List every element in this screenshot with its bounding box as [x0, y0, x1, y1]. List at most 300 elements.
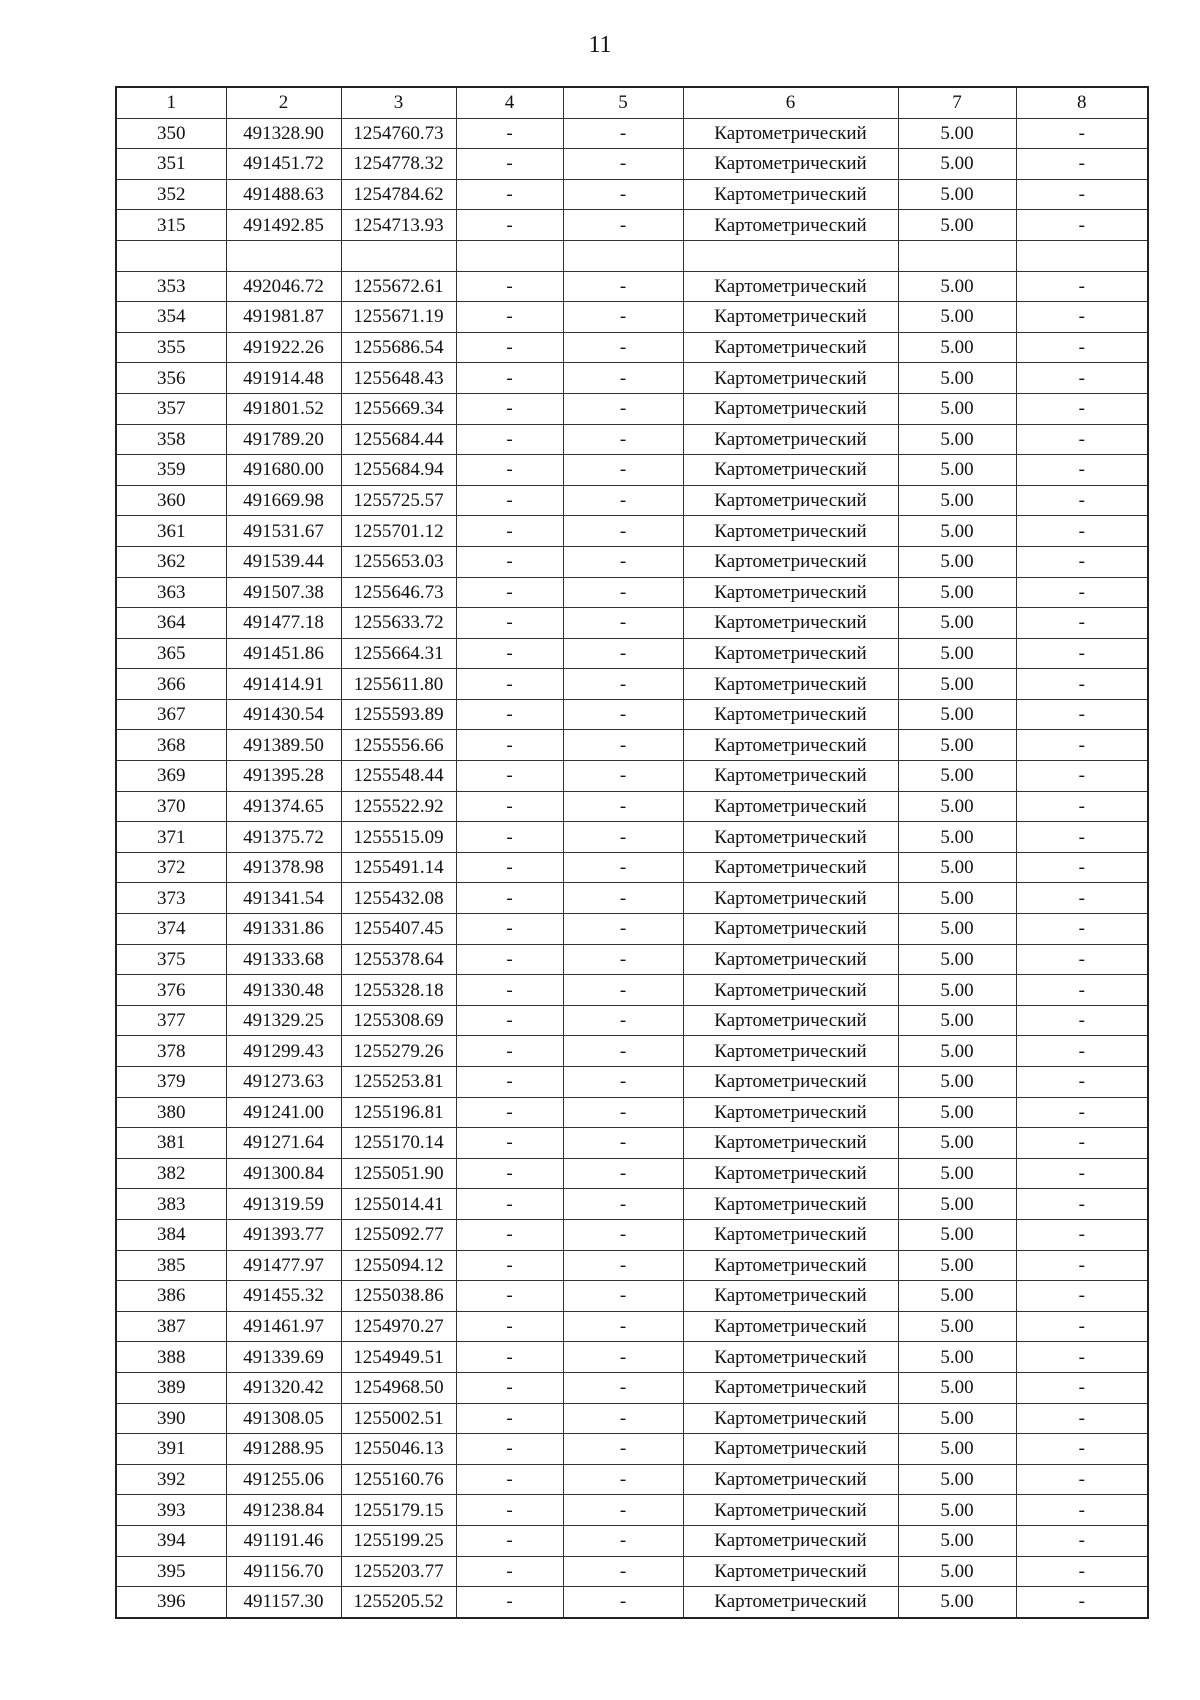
accuracy-cell: 5.00 — [898, 883, 1016, 914]
column-header: 1 — [116, 87, 226, 118]
column-header: 7 — [898, 87, 1016, 118]
column-5-cell: - — [563, 1189, 683, 1220]
x-coordinate-cell: 491191.46 — [226, 1525, 341, 1556]
column-8-cell: - — [1016, 1219, 1148, 1250]
column-8-cell: - — [1016, 485, 1148, 516]
accuracy-cell: 5.00 — [898, 118, 1016, 149]
column-4-cell: - — [456, 149, 563, 180]
accuracy-cell: 5.00 — [898, 1036, 1016, 1067]
accuracy-cell: 5.00 — [898, 1403, 1016, 1434]
accuracy-cell: 5.00 — [898, 577, 1016, 608]
method-cell: Картометрический — [683, 1036, 898, 1067]
x-coordinate-cell: 491393.77 — [226, 1219, 341, 1250]
y-coordinate-cell: 1255653.03 — [341, 546, 456, 577]
column-8-cell: - — [1016, 944, 1148, 975]
accuracy-cell: 5.00 — [898, 546, 1016, 577]
column-8-cell: - — [1016, 1372, 1148, 1403]
x-coordinate-cell: 491320.42 — [226, 1372, 341, 1403]
method-cell: Картометрический — [683, 455, 898, 486]
y-coordinate-cell: 1255094.12 — [341, 1250, 456, 1281]
accuracy-cell: 5.00 — [898, 485, 1016, 516]
method-cell: Картометрический — [683, 1556, 898, 1587]
method-cell: Картометрический — [683, 1005, 898, 1036]
x-coordinate-cell: 491539.44 — [226, 546, 341, 577]
x-coordinate-cell: 491299.43 — [226, 1036, 341, 1067]
x-coordinate-cell: 491461.97 — [226, 1311, 341, 1342]
column-4-cell: - — [456, 1342, 563, 1373]
x-coordinate-cell: 491308.05 — [226, 1403, 341, 1434]
column-4-cell: - — [456, 302, 563, 333]
accuracy-cell: 5.00 — [898, 1189, 1016, 1220]
point-number-cell: 351 — [116, 149, 226, 180]
accuracy-cell: 5.00 — [898, 1342, 1016, 1373]
point-number-cell: 379 — [116, 1067, 226, 1098]
column-4-cell: - — [456, 944, 563, 975]
x-coordinate-cell: 491981.87 — [226, 302, 341, 333]
accuracy-cell: 5.00 — [898, 1311, 1016, 1342]
x-coordinate-cell: 492046.72 — [226, 271, 341, 302]
method-cell — [683, 240, 898, 271]
y-coordinate-cell: 1255522.92 — [341, 791, 456, 822]
accuracy-cell: 5.00 — [898, 608, 1016, 639]
column-header: 6 — [683, 87, 898, 118]
y-coordinate-cell: 1255593.89 — [341, 699, 456, 730]
column-8-cell: - — [1016, 669, 1148, 700]
table-row — [116, 1403, 1148, 1434]
table-row — [116, 1250, 1148, 1281]
x-coordinate-cell: 491451.86 — [226, 638, 341, 669]
y-coordinate-cell: 1255038.86 — [341, 1281, 456, 1312]
method-cell: Картометрический — [683, 669, 898, 700]
accuracy-cell: 5.00 — [898, 975, 1016, 1006]
y-coordinate-cell: 1254970.27 — [341, 1311, 456, 1342]
point-number-cell: 361 — [116, 516, 226, 547]
method-cell: Картометрический — [683, 179, 898, 210]
accuracy-cell: 5.00 — [898, 669, 1016, 700]
column-4-cell: - — [456, 822, 563, 853]
column-4-cell: - — [456, 393, 563, 424]
point-number-cell: 367 — [116, 699, 226, 730]
x-coordinate-cell: 491378.98 — [226, 852, 341, 883]
method-cell: Картометрический — [683, 118, 898, 149]
accuracy-cell: 5.00 — [898, 179, 1016, 210]
column-5-cell: - — [563, 699, 683, 730]
method-cell: Картометрический — [683, 1495, 898, 1526]
column-8-cell: - — [1016, 975, 1148, 1006]
column-5-cell: - — [563, 271, 683, 302]
method-cell: Картометрический — [683, 1281, 898, 1312]
point-number-cell: 350 — [116, 118, 226, 149]
method-cell: Картометрический — [683, 1342, 898, 1373]
column-8-cell: - — [1016, 1434, 1148, 1465]
accuracy-cell: 5.00 — [898, 822, 1016, 853]
accuracy-cell: 5.00 — [898, 302, 1016, 333]
table-body — [116, 118, 1148, 1618]
table-row — [116, 210, 1148, 241]
x-coordinate-cell: 491331.86 — [226, 914, 341, 945]
y-coordinate-cell: 1255160.76 — [341, 1464, 456, 1495]
method-cell: Картометрический — [683, 1587, 898, 1618]
accuracy-cell: 5.00 — [898, 1556, 1016, 1587]
column-4-cell: - — [456, 1219, 563, 1250]
table-row — [116, 761, 1148, 792]
y-coordinate-cell: 1254778.32 — [341, 149, 456, 180]
table-header-row — [116, 87, 1148, 118]
column-5-cell: - — [563, 393, 683, 424]
y-coordinate-cell: 1255014.41 — [341, 1189, 456, 1220]
column-5-cell: - — [563, 730, 683, 761]
column-8-cell: - — [1016, 393, 1148, 424]
accuracy-cell: 5.00 — [898, 1097, 1016, 1128]
column-8-cell: - — [1016, 1342, 1148, 1373]
accuracy-cell: 5.00 — [898, 1495, 1016, 1526]
column-4-cell: - — [456, 1128, 563, 1159]
column-4-cell: - — [456, 669, 563, 700]
column-8-cell: - — [1016, 1158, 1148, 1189]
x-coordinate-cell: 491801.52 — [226, 393, 341, 424]
accuracy-cell: 5.00 — [898, 914, 1016, 945]
x-coordinate-cell: 491680.00 — [226, 455, 341, 486]
point-number-cell: 381 — [116, 1128, 226, 1159]
point-number-cell: 366 — [116, 669, 226, 700]
accuracy-cell: 5.00 — [898, 424, 1016, 455]
column-8-cell: - — [1016, 424, 1148, 455]
column-5-cell: - — [563, 1281, 683, 1312]
table-row — [116, 424, 1148, 455]
accuracy-cell: 5.00 — [898, 638, 1016, 669]
point-number-cell: 393 — [116, 1495, 226, 1526]
point-number-cell: 358 — [116, 424, 226, 455]
x-coordinate-cell: 491414.91 — [226, 669, 341, 700]
column-4-cell: - — [456, 1250, 563, 1281]
column-8-cell: - — [1016, 1556, 1148, 1587]
x-coordinate-cell: 491339.69 — [226, 1342, 341, 1373]
table-row — [116, 944, 1148, 975]
column-8-cell: - — [1016, 1067, 1148, 1098]
method-cell: Картометрический — [683, 485, 898, 516]
column-4-cell: - — [456, 699, 563, 730]
column-8-cell: - — [1016, 1005, 1148, 1036]
x-coordinate-cell: 491922.26 — [226, 332, 341, 363]
x-coordinate-cell: 491488.63 — [226, 179, 341, 210]
column-8-cell: - — [1016, 1250, 1148, 1281]
method-cell: Картометрический — [683, 822, 898, 853]
y-coordinate-cell: 1255633.72 — [341, 608, 456, 639]
table-row — [116, 1311, 1148, 1342]
point-number-cell: 363 — [116, 577, 226, 608]
column-4-cell: - — [456, 424, 563, 455]
y-coordinate-cell: 1254949.51 — [341, 1342, 456, 1373]
column-8-cell: - — [1016, 577, 1148, 608]
accuracy-cell: 5.00 — [898, 730, 1016, 761]
accuracy-cell: 5.00 — [898, 393, 1016, 424]
accuracy-cell: 5.00 — [898, 1219, 1016, 1250]
column-4-cell: - — [456, 118, 563, 149]
column-8-cell: - — [1016, 608, 1148, 639]
y-coordinate-cell: 1255686.54 — [341, 332, 456, 363]
method-cell: Картометрический — [683, 1403, 898, 1434]
column-5-cell: - — [563, 1158, 683, 1189]
method-cell: Картометрический — [683, 1372, 898, 1403]
table-row — [116, 179, 1148, 210]
method-cell: Картометрический — [683, 944, 898, 975]
column-5-cell: - — [563, 1219, 683, 1250]
column-4-cell: - — [456, 516, 563, 547]
point-number-cell: 370 — [116, 791, 226, 822]
method-cell: Картометрический — [683, 1128, 898, 1159]
y-coordinate-cell: 1255051.90 — [341, 1158, 456, 1189]
point-number-cell: 354 — [116, 302, 226, 333]
accuracy-cell: 5.00 — [898, 1587, 1016, 1618]
point-number-cell: 357 — [116, 393, 226, 424]
column-5-cell: - — [563, 302, 683, 333]
column-5-cell: - — [563, 1464, 683, 1495]
method-cell: Картометрический — [683, 302, 898, 333]
column-5-cell: - — [563, 1342, 683, 1373]
table-row — [116, 1464, 1148, 1495]
column-5-cell: - — [563, 1556, 683, 1587]
column-8-cell: - — [1016, 1403, 1148, 1434]
method-cell: Картометрический — [683, 149, 898, 180]
method-cell: Картометрический — [683, 761, 898, 792]
method-cell: Картометрический — [683, 332, 898, 363]
accuracy-cell: 5.00 — [898, 455, 1016, 486]
x-coordinate-cell: 491492.85 — [226, 210, 341, 241]
accuracy-cell: 5.00 — [898, 1525, 1016, 1556]
x-coordinate-cell: 491329.25 — [226, 1005, 341, 1036]
column-header: 5 — [563, 87, 683, 118]
column-8-cell: - — [1016, 271, 1148, 302]
column-4-cell: - — [456, 179, 563, 210]
table-row — [116, 1495, 1148, 1526]
x-coordinate-cell: 491241.00 — [226, 1097, 341, 1128]
column-4-cell: - — [456, 332, 563, 363]
y-coordinate-cell: 1255407.45 — [341, 914, 456, 945]
column-8-cell: - — [1016, 118, 1148, 149]
y-coordinate-cell: 1255196.81 — [341, 1097, 456, 1128]
table-row — [116, 822, 1148, 853]
column-5-cell: - — [563, 149, 683, 180]
accuracy-cell: 5.00 — [898, 149, 1016, 180]
column-4-cell: - — [456, 730, 563, 761]
column-4-cell: - — [456, 577, 563, 608]
column-8-cell: - — [1016, 822, 1148, 853]
method-cell: Картометрический — [683, 1219, 898, 1250]
y-coordinate-cell: 1255170.14 — [341, 1128, 456, 1159]
point-number-cell: 352 — [116, 179, 226, 210]
column-4-cell: - — [456, 210, 563, 241]
table-row — [116, 1434, 1148, 1465]
accuracy-cell: 5.00 — [898, 1372, 1016, 1403]
method-cell: Картометрический — [683, 914, 898, 945]
column-4-cell: - — [456, 883, 563, 914]
x-coordinate-cell: 491238.84 — [226, 1495, 341, 1526]
table-row — [116, 302, 1148, 333]
table-row — [116, 485, 1148, 516]
point-number-cell: 392 — [116, 1464, 226, 1495]
column-5-cell — [563, 240, 683, 271]
y-coordinate-cell: 1255092.77 — [341, 1219, 456, 1250]
column-5-cell: - — [563, 1372, 683, 1403]
y-coordinate-cell: 1255611.80 — [341, 669, 456, 700]
accuracy-cell: 5.00 — [898, 791, 1016, 822]
column-5-cell: - — [563, 1495, 683, 1526]
column-4-cell: - — [456, 1158, 563, 1189]
column-5-cell: - — [563, 424, 683, 455]
point-number-cell: 375 — [116, 944, 226, 975]
point-number-cell: 362 — [116, 546, 226, 577]
page-number: 11 — [588, 32, 612, 58]
x-coordinate-cell: 491531.67 — [226, 516, 341, 547]
column-8-cell: - — [1016, 302, 1148, 333]
table-row — [116, 638, 1148, 669]
x-coordinate-cell: 491395.28 — [226, 761, 341, 792]
y-coordinate-cell: 1255203.77 — [341, 1556, 456, 1587]
table-row — [116, 516, 1148, 547]
column-5-cell: - — [563, 669, 683, 700]
column-5-cell: - — [563, 1525, 683, 1556]
point-number-cell: 390 — [116, 1403, 226, 1434]
y-coordinate-cell: 1254968.50 — [341, 1372, 456, 1403]
column-4-cell: - — [456, 1311, 563, 1342]
y-coordinate-cell: 1254784.62 — [341, 179, 456, 210]
y-coordinate-cell: 1255253.81 — [341, 1067, 456, 1098]
table-row — [116, 240, 1148, 271]
column-5-cell: - — [563, 1036, 683, 1067]
column-4-cell: - — [456, 852, 563, 883]
x-coordinate-cell: 491914.48 — [226, 363, 341, 394]
y-coordinate-cell: 1255279.26 — [341, 1036, 456, 1067]
point-number-cell: 391 — [116, 1434, 226, 1465]
column-4-cell: - — [456, 638, 563, 669]
column-4-cell: - — [456, 791, 563, 822]
column-8-cell: - — [1016, 363, 1148, 394]
method-cell: Картометрический — [683, 1189, 898, 1220]
accuracy-cell: 5.00 — [898, 1281, 1016, 1312]
table-row — [116, 1281, 1148, 1312]
y-coordinate-cell: 1255648.43 — [341, 363, 456, 394]
column-8-cell: - — [1016, 332, 1148, 363]
point-number-cell: 376 — [116, 975, 226, 1006]
point-number-cell: 377 — [116, 1005, 226, 1036]
x-coordinate-cell: 491288.95 — [226, 1434, 341, 1465]
column-4-cell: - — [456, 271, 563, 302]
coordinates-table — [115, 86, 1149, 1619]
column-header: 3 — [341, 87, 456, 118]
column-8-cell: - — [1016, 179, 1148, 210]
accuracy-cell: 5.00 — [898, 1128, 1016, 1159]
column-8-cell: - — [1016, 852, 1148, 883]
point-number-cell: 382 — [116, 1158, 226, 1189]
y-coordinate-cell: 1255308.69 — [341, 1005, 456, 1036]
method-cell: Картометрический — [683, 210, 898, 241]
x-coordinate-cell: 491157.30 — [226, 1587, 341, 1618]
x-coordinate-cell: 491375.72 — [226, 822, 341, 853]
column-5-cell: - — [563, 516, 683, 547]
column-4-cell: - — [456, 1067, 563, 1098]
column-8-cell: - — [1016, 1281, 1148, 1312]
column-5-cell: - — [563, 1067, 683, 1098]
column-4-cell: - — [456, 1372, 563, 1403]
table-row — [116, 1005, 1148, 1036]
column-5-cell: - — [563, 1587, 683, 1618]
column-8-cell: - — [1016, 149, 1148, 180]
accuracy-cell — [898, 240, 1016, 271]
column-4-cell: - — [456, 1097, 563, 1128]
column-8-cell: - — [1016, 1189, 1148, 1220]
method-cell: Картометрический — [683, 1250, 898, 1281]
column-5-cell: - — [563, 1128, 683, 1159]
x-coordinate-cell: 491389.50 — [226, 730, 341, 761]
column-5-cell: - — [563, 577, 683, 608]
column-8-cell: - — [1016, 1587, 1148, 1618]
column-5-cell: - — [563, 118, 683, 149]
y-coordinate-cell: 1255046.13 — [341, 1434, 456, 1465]
table-row — [116, 1525, 1148, 1556]
column-5-cell: - — [563, 546, 683, 577]
table-row — [116, 118, 1148, 149]
method-cell: Картометрический — [683, 1464, 898, 1495]
x-coordinate-cell: 491451.72 — [226, 149, 341, 180]
column-5-cell: - — [563, 1403, 683, 1434]
column-8-cell: - — [1016, 455, 1148, 486]
column-5-cell: - — [563, 1250, 683, 1281]
accuracy-cell: 5.00 — [898, 1250, 1016, 1281]
y-coordinate-cell: 1255664.31 — [341, 638, 456, 669]
column-4-cell: - — [456, 1525, 563, 1556]
point-number-cell: 374 — [116, 914, 226, 945]
column-4-cell: - — [456, 1005, 563, 1036]
method-cell: Картометрический — [683, 577, 898, 608]
method-cell: Картометрический — [683, 363, 898, 394]
column-4-cell: - — [456, 1556, 563, 1587]
point-number-cell: 356 — [116, 363, 226, 394]
point-number-cell: 373 — [116, 883, 226, 914]
point-number-cell: 380 — [116, 1097, 226, 1128]
point-number-cell: 369 — [116, 761, 226, 792]
y-coordinate-cell: 1255179.15 — [341, 1495, 456, 1526]
table-row — [116, 1189, 1148, 1220]
method-cell: Картометрический — [683, 883, 898, 914]
column-5-cell: - — [563, 638, 683, 669]
x-coordinate-cell: 491319.59 — [226, 1189, 341, 1220]
table-row — [116, 669, 1148, 700]
column-4-cell: - — [456, 1403, 563, 1434]
table-row — [116, 975, 1148, 1006]
y-coordinate-cell: 1255205.52 — [341, 1587, 456, 1618]
column-8-cell: - — [1016, 761, 1148, 792]
method-cell: Картометрический — [683, 1067, 898, 1098]
method-cell: Картометрический — [683, 271, 898, 302]
point-number-cell: 383 — [116, 1189, 226, 1220]
x-coordinate-cell: 491507.38 — [226, 577, 341, 608]
y-coordinate-cell: 1255328.18 — [341, 975, 456, 1006]
point-number-cell: 388 — [116, 1342, 226, 1373]
column-4-cell: - — [456, 1281, 563, 1312]
y-coordinate-cell: 1255199.25 — [341, 1525, 456, 1556]
point-number-cell: 315 — [116, 210, 226, 241]
point-number-cell: 364 — [116, 608, 226, 639]
x-coordinate-cell: 491333.68 — [226, 944, 341, 975]
x-coordinate-cell: 491271.64 — [226, 1128, 341, 1159]
table-row — [116, 546, 1148, 577]
x-coordinate-cell: 491330.48 — [226, 975, 341, 1006]
x-coordinate-cell: 491477.97 — [226, 1250, 341, 1281]
column-4-cell: - — [456, 1464, 563, 1495]
y-coordinate-cell: 1255515.09 — [341, 822, 456, 853]
column-5-cell: - — [563, 761, 683, 792]
column-5-cell: - — [563, 822, 683, 853]
